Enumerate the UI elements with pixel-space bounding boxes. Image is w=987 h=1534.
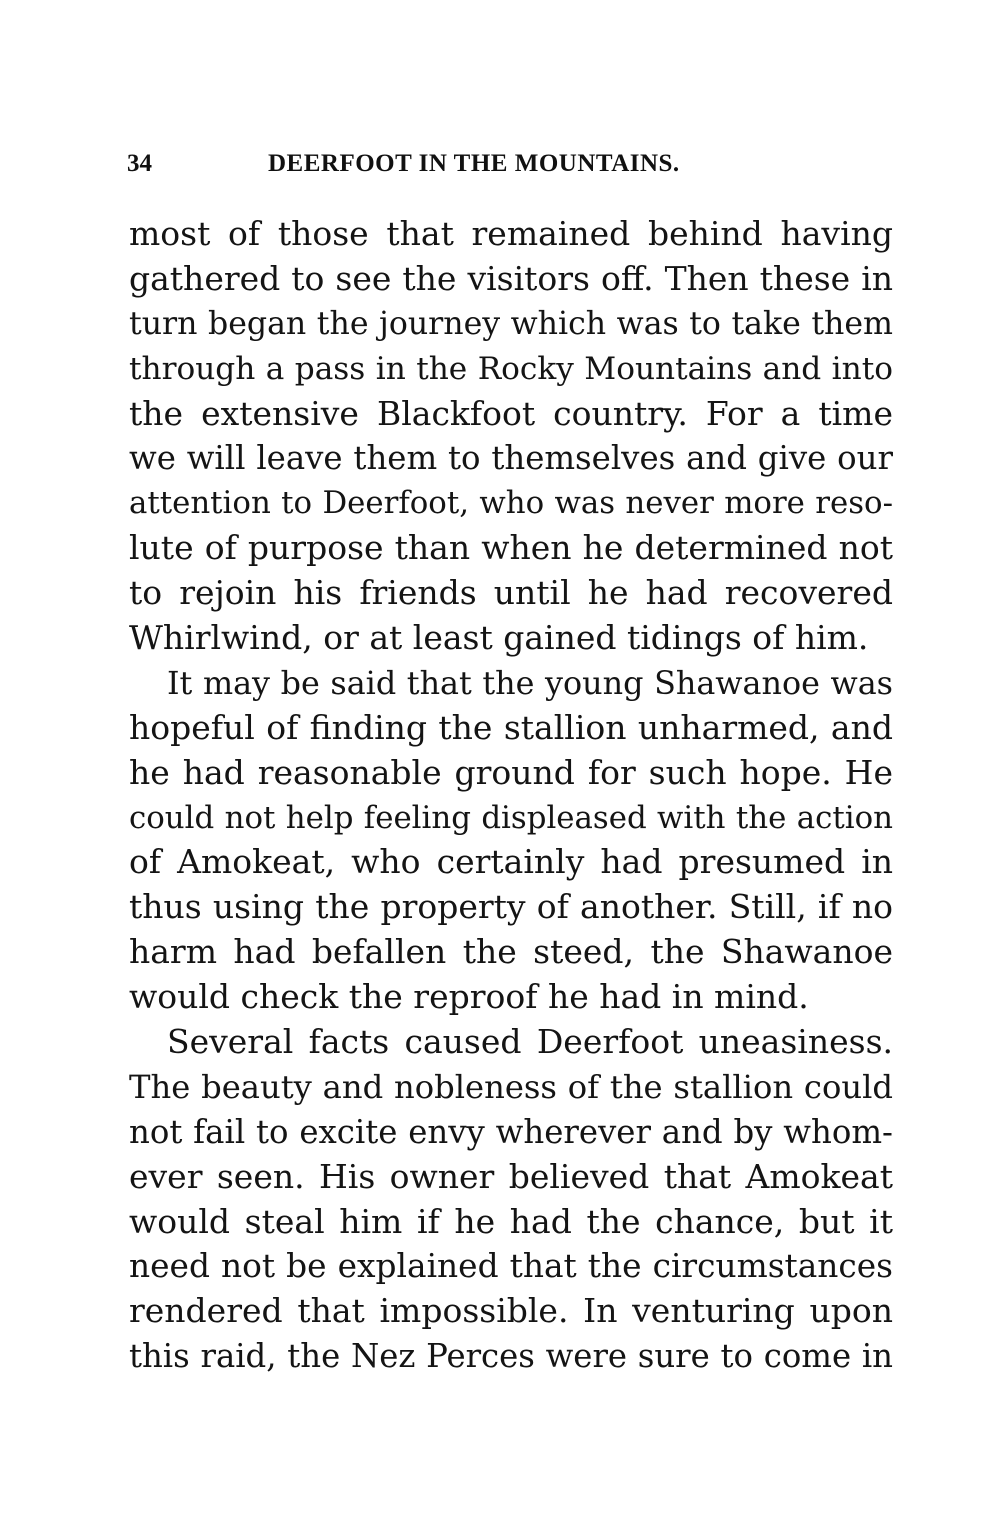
text-line: he had reasonable ground for such hope. He — [129, 752, 893, 792]
body-text — [129, 212, 893, 1379]
text-line: not fail to excite envy wherever and by whom- — [129, 1112, 893, 1151]
text-line: hopeful of finding the stallion unharmed, and — [129, 707, 893, 747]
text-line: this raid, the Nez Perces were sure to come in — [129, 1337, 893, 1376]
page-number: 34 — [127, 150, 152, 177]
text-line: could not help feeling displeased with the action — [129, 799, 893, 836]
text-line: Several facts caused Deerfoot uneasiness. — [167, 1022, 893, 1062]
text-line: turn began the journey which was to take them — [129, 305, 893, 342]
text-line: The beauty and nobleness of the stallion could — [129, 1067, 893, 1106]
text-line: we will leave them to themselves and give our — [129, 439, 893, 478]
text-line: the extensive Blackfoot country. For a time — [129, 393, 893, 433]
text-line: attention to Deerfoot, who was never more reso- — [129, 485, 893, 522]
text-line: gathered to see the visitors off. Then these in — [129, 258, 893, 298]
text-line: most of those that remained behind having — [129, 214, 893, 253]
text-line: ever seen. His owner believed that Amokeat — [129, 1156, 893, 1196]
text-line: would steal him if he had the chance, but it — [129, 1201, 893, 1241]
text-line: would check the reproof he had in mind. — [129, 977, 809, 1017]
page-header — [127, 150, 887, 190]
text-line: harm had befallen the steed, the Shawanoe — [129, 932, 893, 972]
text-line: lute of purpose than when he determined not — [129, 528, 893, 568]
text-line: It may be said that the young Shawanoe was — [167, 663, 893, 702]
text-line: rendered that impossible. In venturing upon — [129, 1291, 893, 1331]
running-title: DEERFOOT IN THE MOUNTAINS. — [268, 150, 680, 177]
text-line: through a pass in the Rocky Mountains and into — [129, 350, 893, 387]
text-line: thus using the property of another. Still, if no — [129, 887, 893, 927]
text-line: need not be explained that the circumstances — [129, 1247, 893, 1286]
text-line: Whirlwind, or at least gained tidings of him. — [129, 618, 869, 658]
text-line: of Amokeat, who certainly had presumed in — [129, 842, 893, 882]
text-line: to rejoin his friends until he had recovered — [129, 573, 893, 613]
